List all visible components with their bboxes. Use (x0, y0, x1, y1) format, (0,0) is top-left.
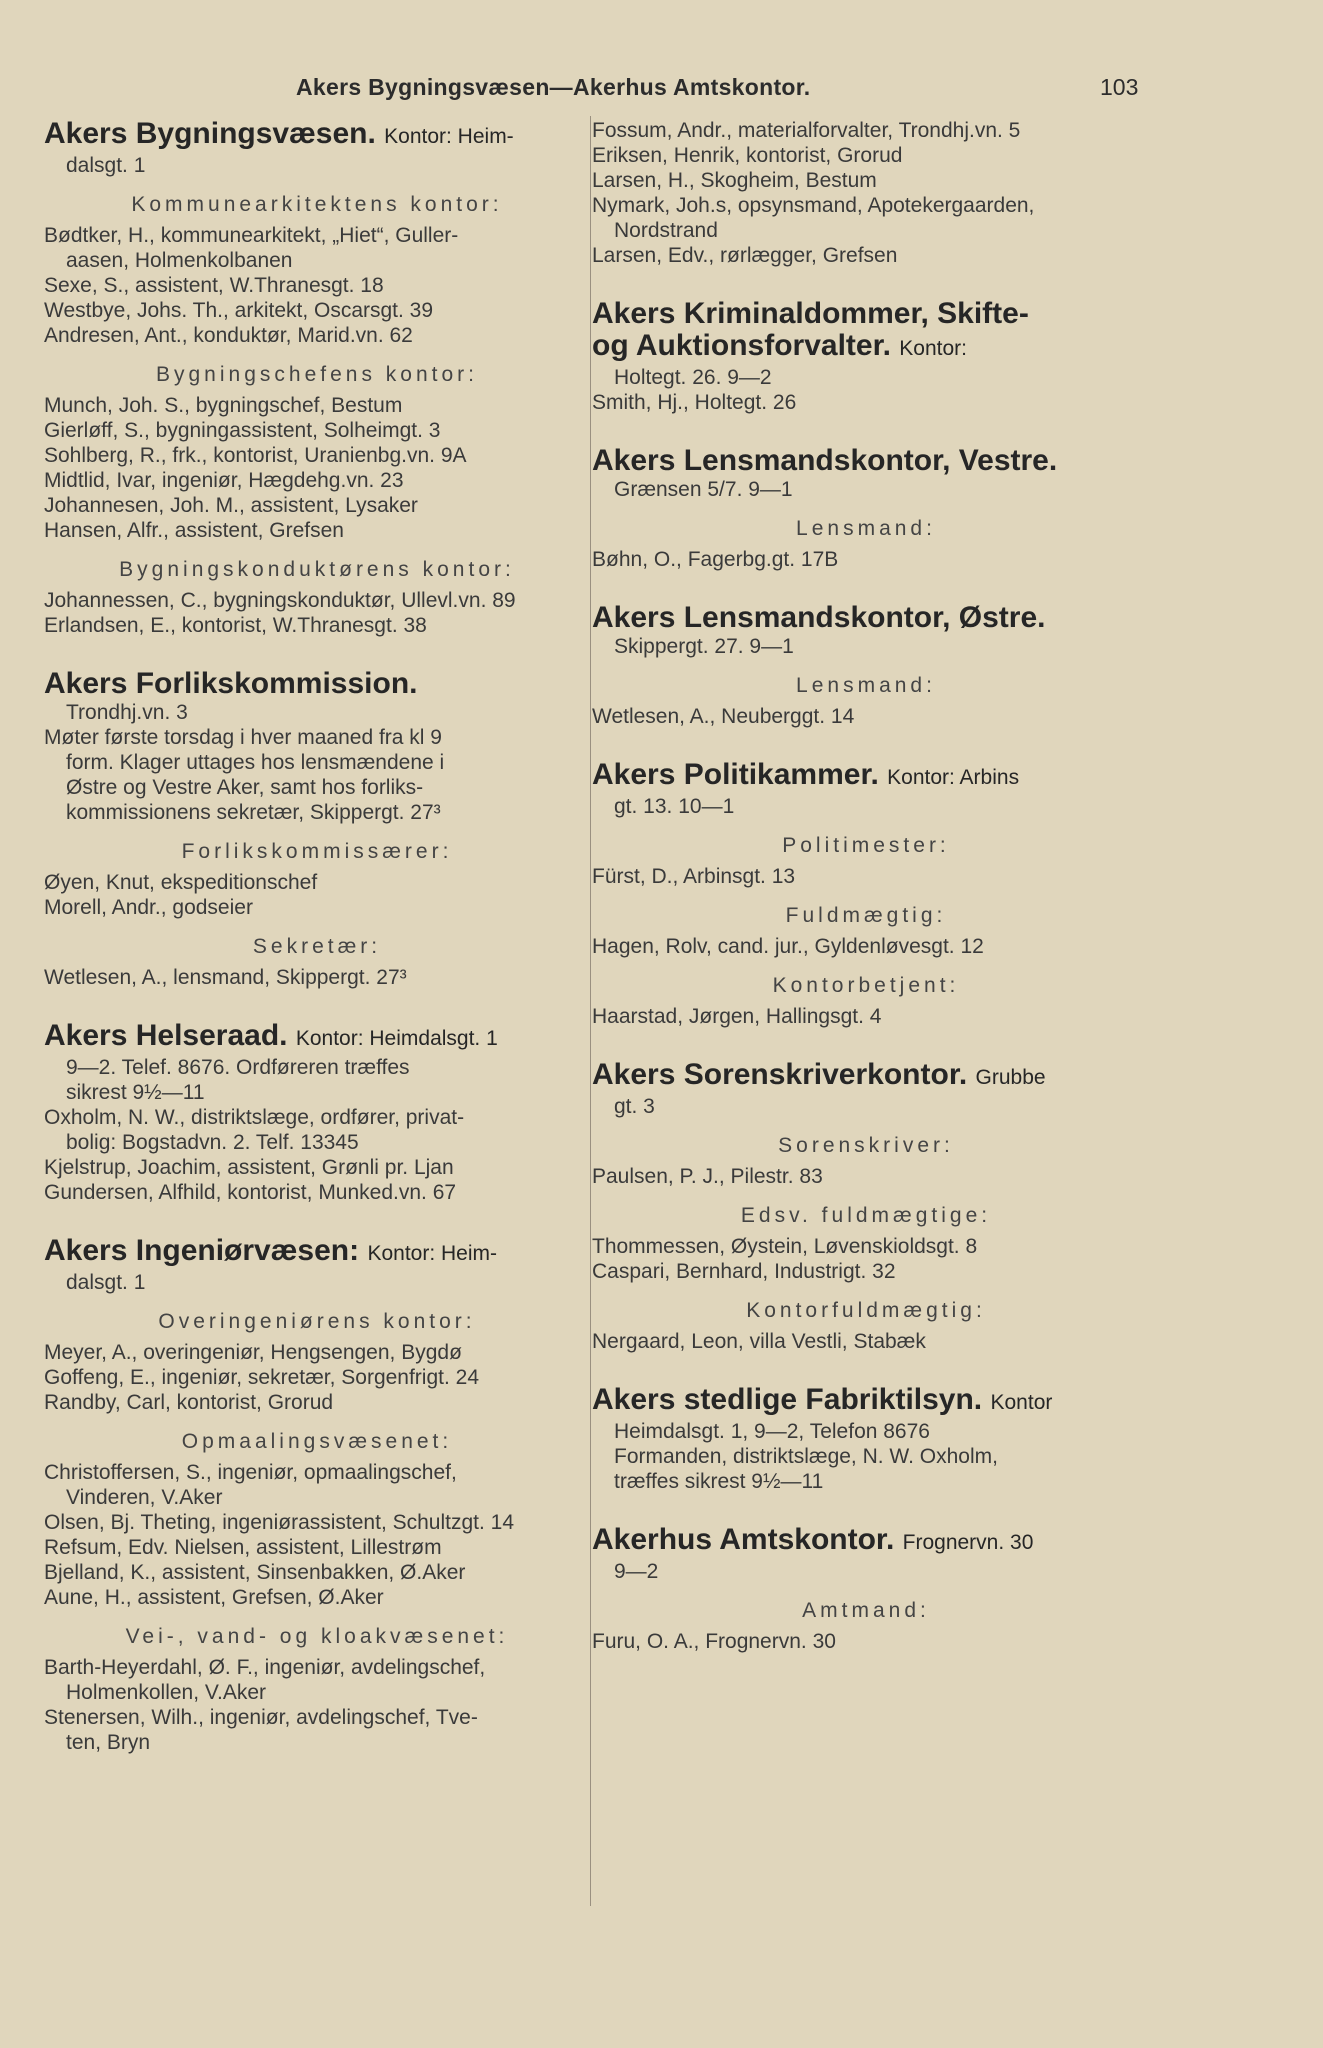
section-heading: Akerhus Amtskontor. Frognervn. 30 (592, 1523, 1034, 1556)
paragraph-line: Østre og Vestre Aker, samt hos forliks- (66, 776, 424, 799)
column-divider (590, 116, 591, 1906)
section-heading: og Auktionsforvalter. Kontor: (592, 329, 967, 362)
subheading: Sorenskriver: (778, 1134, 954, 1157)
spacer (592, 1494, 1140, 1524)
subheading: Bygningschefens kontor: (156, 363, 478, 386)
page-header (0, 70, 1323, 110)
list-item: Hagen, Rolv, cand. jur., Gyldenløvesgt. 12 (592, 935, 984, 958)
list-item: Stenersen, Wilh., ingeniør, avdelingschef, Tve- ten, Bryn (44, 1706, 478, 1754)
section-address: 9—2. Telef. 8676. Ordføreren træffes (66, 1056, 410, 1079)
list-item: Hansen, Alfr., assistent, Grefsen (44, 519, 344, 542)
list-item: Nymark, Joh.s, opsynsmand, Apotekergaarden, Nordstrand (592, 194, 1035, 242)
list-item: Fürst, D., Arbinsgt. 13 (592, 865, 796, 888)
list-item: Johannesen, Joh. M., assistent, Lysaker (44, 494, 418, 517)
list-item: Olsen, Bj. Theting, ingeniørassistent, Schultzgt. 14 (44, 1511, 515, 1534)
list-item: Haarstad, Jørgen, Hallingsgt. 4 (592, 1005, 882, 1028)
section-address: Formanden, distriktslæge, N. W. Oxholm, (614, 1445, 998, 1468)
section-lensmand-ostre (592, 602, 1140, 729)
spacer (592, 1029, 1140, 1059)
list-item: Sexe, S., assistent, W.Thranesgt. 18 (44, 274, 384, 297)
subheading: Lensmand: (796, 517, 936, 540)
list-item: Eriksen, Henrik, kontorist, Grorud (592, 144, 903, 167)
section-heading: Akers Lensmandskontor, Østre. (592, 601, 1046, 634)
section-address: 9—2 (614, 1560, 659, 1583)
subheading: Politimester: (782, 834, 950, 857)
list-item: Bøhn, O., Fagerbg.gt. 17B (592, 548, 839, 571)
section-address: Grænsen 5/7. 9—1 (614, 478, 793, 501)
list-item: Meyer, A., overingeniør, Hengsengen, Bygdø (44, 1341, 462, 1364)
subheading: Opmaalingsvæsenet: (181, 1430, 453, 1453)
left-column (44, 118, 590, 1755)
list-item: Furu, O. A., Frognervn. 30 (592, 1630, 836, 1653)
paragraph-line: form. Klager uttages hos lensmændene i (66, 751, 445, 774)
section-address: gt. 3 (614, 1095, 655, 1118)
list-item: Larsen, H., Skogheim, Bestum (592, 169, 877, 192)
list-item: Smith, Hj., Holtegt. 26 (592, 391, 797, 414)
section-sorenskriver (592, 1059, 1140, 1354)
list-item: Aune, H., assistent, Grefsen, Ø.Aker (44, 1586, 384, 1609)
page-number: 103 (1100, 74, 1139, 100)
spacer (592, 268, 1140, 298)
list-item: Gundersen, Alfhild, kontorist, Munked.vn. 67 (44, 1181, 457, 1204)
spacer (592, 415, 1140, 445)
section-heading: Akers Bygningsvæsen. Kontor: Heim- (44, 117, 514, 150)
list-item: Barth-Heyerdahl, Ø. F., ingeniør, avdelingschef, Holmenkollen, V.Aker (44, 1656, 486, 1704)
subheading: Bygningskonduktørens kontor: (119, 558, 515, 581)
section-kriminaldommer (592, 298, 1140, 415)
spacer (44, 1205, 590, 1235)
list-item: Nergaard, Leon, villa Vestli, Stabæk (592, 1330, 926, 1353)
subheading: Fuldmægtig: (785, 904, 947, 927)
list-item: Westbye, Johs. Th., arkitekt, Oscarsgt. 39 (44, 299, 434, 322)
list-item: Paulsen, P. J., Pilestr. 83 (592, 1165, 823, 1188)
section-helseraad (44, 1020, 590, 1205)
list-item: Gierløff, S., bygningassistent, Solheimgt. 3 (44, 419, 441, 442)
section-heading: Akers Lensmandskontor, Vestre. (592, 444, 1058, 477)
subheading: Sekretær: (252, 935, 382, 958)
subheading: Lensmand: (796, 674, 936, 697)
list-item: Bødtker, H., kommunearkitekt, „Hiet“, Guller- aasen, Holmenkolbanen (44, 224, 459, 272)
section-fabriktilsyn (592, 1384, 1140, 1494)
list-item: Caspari, Bernhard, Industrigt. 32 (592, 1260, 896, 1283)
list-item: Munch, Joh. S., bygningschef, Bestum (44, 394, 403, 417)
section-continued (592, 118, 1140, 268)
paragraph-line: Møter første torsdag i hver maaned fra kl 9 (44, 726, 442, 749)
subheading: Overingeniørens kontor: (158, 1310, 476, 1333)
subheading: Kontorbetjent: (772, 974, 960, 997)
right-column (592, 118, 1140, 1654)
section-ingeniorvaesen (44, 1235, 590, 1755)
list-item: Kjelstrup, Joachim, assistent, Grønli pr. Ljan (44, 1156, 454, 1179)
section-address: træffes sikrest 9½—11 (614, 1470, 824, 1493)
list-item: Randby, Carl, kontorist, Grorud (44, 1391, 334, 1414)
section-lensmand-vestre (592, 445, 1140, 572)
subheading: Forlikskommissærer: (181, 840, 453, 863)
paragraph-line: kommissionens sekretær, Skippergt. 27³ (66, 801, 441, 824)
list-item: Larsen, Edv., rørlægger, Grefsen (592, 244, 898, 267)
spacer (44, 638, 590, 668)
list-item: Johannessen, C., bygningskonduktør, Ullevl.vn. 89 (44, 589, 516, 612)
section-heading: Akers Sorenskriverkontor. Grubbe (592, 1058, 1046, 1091)
section-address: Holtegt. 26. 9—2 (614, 366, 772, 389)
list-item: Wetlesen, A., Neuberggt. 14 (592, 705, 855, 728)
subheading: Amtmand: (802, 1599, 930, 1622)
list-item: Oxholm, N. W., distriktslæge, ordfører, privat- bolig: Bogstadvn. 2. Telf. 13345 (44, 1106, 465, 1154)
section-address: Skippergt. 27. 9—1 (614, 635, 794, 658)
spacer (592, 1354, 1140, 1384)
section-address: dalsgt. 1 (66, 1271, 146, 1294)
list-item: Goffeng, E., ingeniør, sekretær, Sorgenfrigt. 24 (44, 1366, 480, 1389)
section-politikammer (592, 759, 1140, 1029)
list-item: Morell, Andr., godseier (44, 896, 253, 919)
section-heading: Akers Kriminaldommer, Skifte- (592, 297, 1029, 330)
section-address: gt. 13. 10—1 (614, 795, 735, 818)
spacer (592, 572, 1140, 602)
section-heading: Akers Forlikskommission. (44, 667, 418, 700)
list-item: Andresen, Ant., konduktør, Marid.vn. 62 (44, 324, 413, 347)
section-amtskontor (592, 1524, 1140, 1654)
section-heading: Akers Helseraad. Kontor: Heimdalsgt. 1 (44, 1019, 498, 1052)
list-item: Refsum, Edv. Nielsen, assistent, Lillestrøm (44, 1536, 442, 1559)
section-address: Trondhj.vn. 3 (66, 701, 188, 724)
running-title: Akers Bygningsvæsen—Akerhus Amtskontor. (296, 74, 811, 100)
spacer (44, 990, 590, 1020)
list-item: Fossum, Andr., materialforvalter, Trondhj.vn. 5 (592, 119, 1021, 142)
section-bygningsvaesen (44, 118, 590, 638)
list-item: Thommessen, Øystein, Løvenskioldsgt. 8 (592, 1235, 978, 1258)
list-item: Øyen, Knut, ekspeditionschef (44, 871, 318, 894)
subheading: Vei-, vand- og kloakvæsenet: (125, 1625, 509, 1648)
list-item: Christoffersen, S., ingeniør, opmaalingschef, Vinderen, V.Aker (44, 1461, 457, 1509)
subheading: Kommunearkitektens kontor: (131, 193, 503, 216)
section-heading: Akers Ingeniørvæsen: Kontor: Heim- (44, 1234, 497, 1267)
section-address: Heimdalsgt. 1, 9—2, Telefon 8676 (614, 1420, 930, 1443)
list-item: Wetlesen, A., lensmand, Skippergt. 27³ (44, 966, 407, 989)
spacer (592, 729, 1140, 759)
section-forlikskommission (44, 668, 590, 990)
section-address: sikrest 9½—11 (66, 1081, 205, 1104)
list-item: Erlandsen, E., kontorist, W.Thranesgt. 38 (44, 614, 427, 637)
subheading: Kontorfuldmægtig: (746, 1299, 986, 1322)
subheading: Edsv. fuldmægtige: (740, 1204, 992, 1227)
section-address: dalsgt. 1 (66, 154, 146, 177)
section-heading: Akers stedlige Fabriktilsyn. Kontor (592, 1383, 1053, 1416)
list-item: Midtlid, Ivar, ingeniør, Hægdehg.vn. 23 (44, 469, 404, 492)
list-item: Bjelland, K., assistent, Sinsenbakken, Ø.Aker (44, 1561, 466, 1584)
section-heading: Akers Politikammer. Kontor: Arbins (592, 758, 1020, 791)
list-item: Sohlberg, R., frk., kontorist, Uranienbg.vn. 9A (44, 444, 467, 467)
